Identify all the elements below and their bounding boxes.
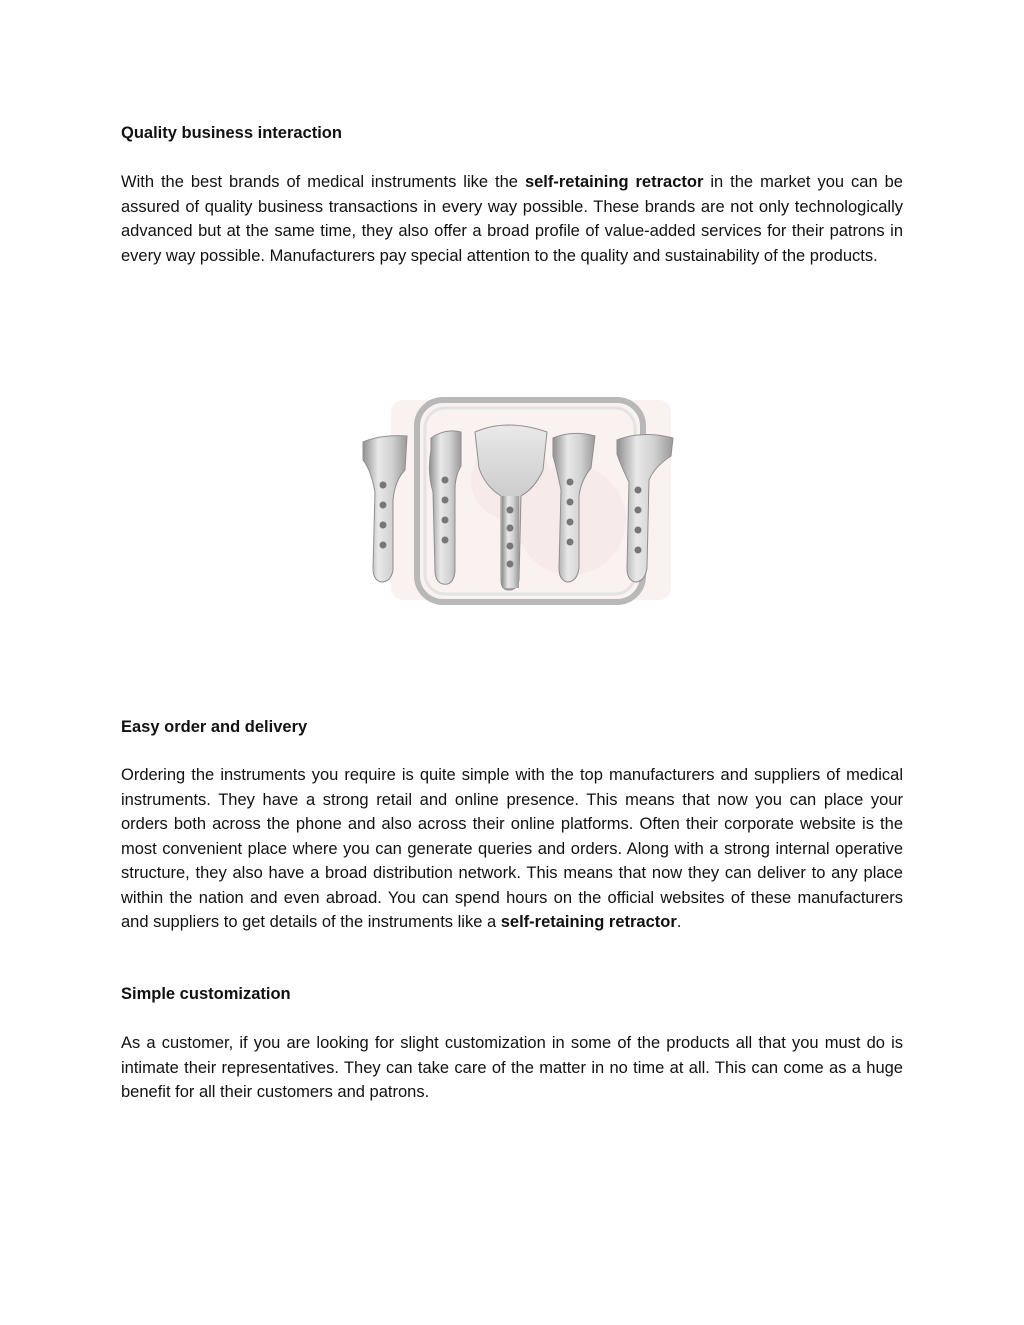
bold-term: self-retaining retractor <box>524 173 704 191</box>
paragraph-quality <box>121 170 903 268</box>
text-run: in the market you can be assured of quality business transactions in every way possible. These brands are not only technologically advanced but at the same time, they also offer a broad profile of value-added services for their patrons in every way possible. Manufacturers pay special attention to the quality and sustainability of the products. <box>121 173 903 265</box>
bold-term: self-retaining retractor <box>500 913 677 931</box>
text-run: . <box>676 913 682 931</box>
paragraph-order <box>121 763 903 935</box>
section-heading-order: Easy order and delivery <box>121 718 308 736</box>
text-run: Ordering the instruments you require is quite simple with the top manufacturers and suppliers of medical instruments. They have a strong retail and online presence. This means that now you can place your orders both across the phone and also across their online platforms. Often their corporate website is the most convenient place where you can generate queries and orders. Along with a strong internal operative structure, they also have a broad distribution network. This means that now they can deliver to any place within the nation and even abroad. You can spend hours on the official websites of these manufacturers and suppliers to get details of the instruments like a <box>121 766 903 931</box>
paragraph-customization: As a customer, if you are looking for slight customization in some of the products all that you must do is intimate their representatives. They can take care of the matter in no time at all. This can come as a huge benefit for all their customers and patrons. <box>121 1034 903 1101</box>
retractor-blades-image <box>321 320 741 700</box>
section-heading-customization: Simple customization <box>121 985 291 1003</box>
retractor-illustration <box>321 320 741 700</box>
section-heading-quality: Quality business interaction <box>121 124 342 142</box>
text-run: With the best brands of medical instruments like the <box>121 173 525 191</box>
